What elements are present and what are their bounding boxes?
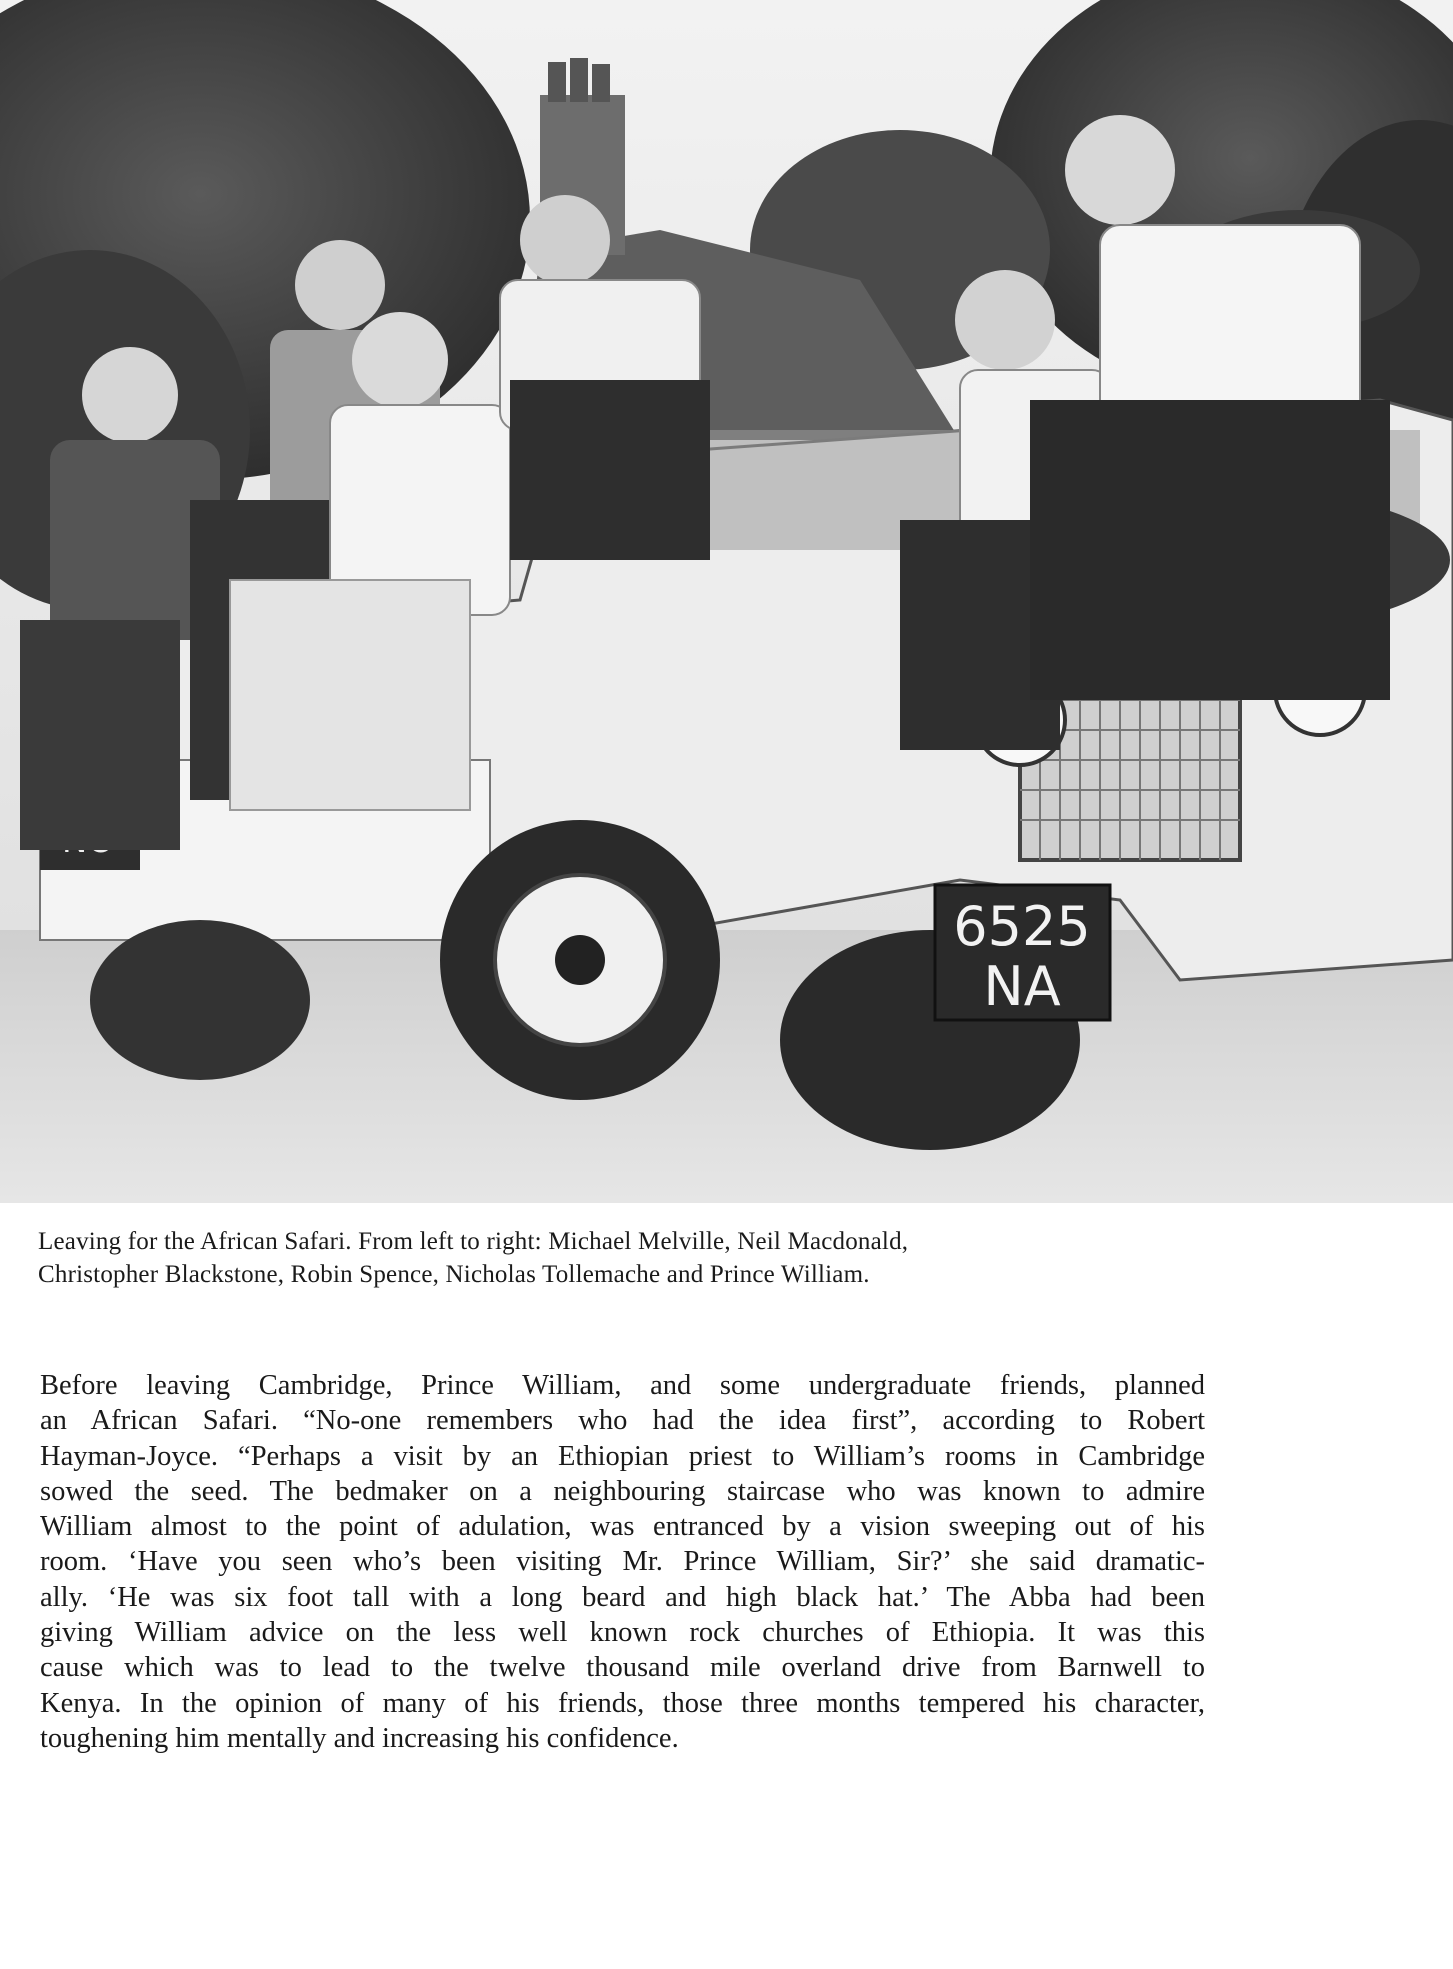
body-line: an African Safari. “No-one remembers who had the idea first”, according to Robert: [40, 1405, 1205, 1437]
body-line: giving William advice on the less well known rock churches of Ethiopia. It was this: [40, 1617, 1205, 1649]
body-line: toughening him mentally and increasing his confidence.: [40, 1722, 679, 1754]
body-line: ally. ‘He was six foot tall with a long beard and high black hat.’ The Abba had been: [40, 1581, 1205, 1613]
caption-line: Leaving for the African Safari. From left to right: Michael Melville, Neil Macdonald,: [38, 1228, 909, 1255]
body-line: cause which was to lead to the twelve thousand mile overland drive from Barnwell to: [40, 1652, 1205, 1684]
body-line: room. ‘Have you seen who’s been visiting Mr. Prince William, Sir?’ she said dramatic-: [40, 1546, 1205, 1578]
body-line: Hayman-Joyce. “Perhaps a visit by an Ethiopian priest to William’s rooms in Cambridge: [40, 1440, 1205, 1472]
front-plate-number: 6525: [953, 895, 1091, 958]
body-paragraph: [40, 1368, 1205, 1756]
body-line: William almost to the point of adulation, was entranced by a vision sweeping out of his: [40, 1511, 1205, 1543]
caption-line: Christopher Blackstone, Robin Spence, Nicholas Tollemache and Prince William.: [38, 1261, 870, 1288]
photo-caption: [38, 1225, 1338, 1291]
body-line: Before leaving Cambridge, Prince William, and some undergraduate friends, planned: [40, 1370, 1205, 1401]
body-line: Kenya. In the opinion of many of his friends, those three months tempered his character,: [40, 1687, 1205, 1719]
body-line: sowed the seed. The bedmaker on a neighbouring staircase who was known to admire: [40, 1475, 1205, 1507]
front-plate-letters: NA: [983, 955, 1061, 1018]
